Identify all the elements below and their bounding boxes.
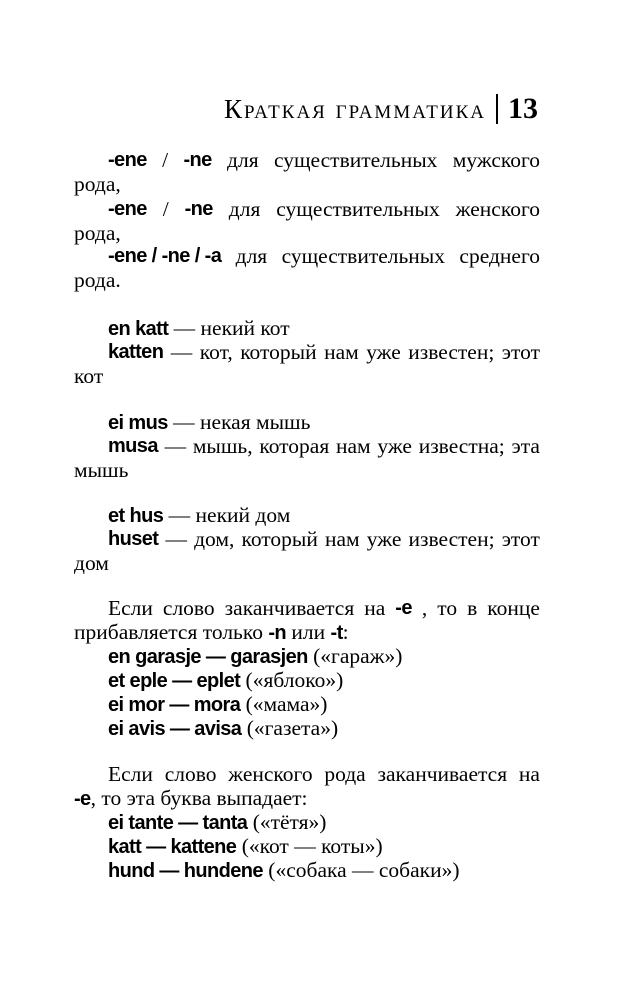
text-run: — некая мышь (167, 410, 311, 434)
text-run: который (240, 340, 317, 364)
text-line (108, 668, 540, 693)
text-line (74, 551, 540, 575)
text-line (108, 834, 540, 859)
text-run: которая (259, 434, 330, 458)
bold-term: -ene / -ne / -a (108, 245, 222, 267)
text-run: — некий дом (163, 503, 291, 527)
text-run: , (421, 596, 428, 620)
bold-term: -e (74, 788, 91, 810)
text-run: , то эта буква выпадает: (90, 786, 308, 810)
text-run: заканчивается (377, 762, 508, 786)
text-line (74, 364, 540, 388)
text-run: слово (164, 762, 217, 786)
text-run: рода, (74, 172, 121, 196)
text-line (108, 810, 540, 835)
text-run: — (164, 434, 187, 458)
bold-term: musa (108, 435, 158, 457)
text-line (108, 434, 540, 458)
text-line (108, 644, 540, 669)
text-line (108, 692, 540, 717)
text-run: рода, (74, 221, 121, 245)
text-line (108, 148, 540, 172)
text-run: мышь (74, 458, 129, 482)
text-run: существительных (273, 148, 438, 172)
text-run: («гараж») (307, 644, 403, 668)
header-title: Краткая грамматика (223, 93, 486, 124)
bold-term: et hus (108, 505, 164, 527)
header-separator (496, 94, 498, 124)
bold-term: ei avis — avisa (108, 718, 242, 740)
text-line (108, 596, 540, 620)
text-run: эта (511, 434, 540, 458)
text-run: («яблоко») (240, 668, 344, 692)
text-line (108, 340, 540, 364)
bold-term: -t (330, 622, 343, 644)
text-run: то (437, 596, 458, 620)
text-run: существительных (276, 197, 440, 221)
text-line (74, 786, 540, 811)
bold-term: et eple — eplet (108, 670, 241, 692)
text-run: («тётя») (247, 810, 327, 834)
text-run: этот (501, 340, 540, 364)
text-run: — (170, 340, 193, 364)
text-line (108, 858, 540, 883)
text-run: («кот — коты») (236, 834, 383, 858)
text-line (108, 527, 540, 551)
text-run: нам (325, 527, 360, 551)
text-run: кот, (199, 340, 233, 364)
text-line (108, 316, 540, 341)
text-run: («собака — собаки») (262, 858, 460, 882)
text-run: известен; (408, 340, 495, 364)
text-run: дом, (194, 527, 235, 551)
text-run: женского (455, 197, 540, 221)
text-run: уже (366, 527, 402, 551)
text-line (74, 458, 540, 482)
text-run: для (228, 197, 261, 221)
bold-term: -ene (108, 149, 147, 171)
text-run: мужского (452, 148, 540, 172)
text-run: дом (74, 551, 109, 575)
text-run: в (467, 596, 478, 620)
bold-term: en katt (108, 318, 169, 340)
text-line (108, 410, 540, 435)
bold-term: hund — hundene (108, 860, 263, 882)
bold-term: ei mor — mora (108, 694, 241, 716)
text-run: нам (335, 434, 371, 458)
text-run: среднего (459, 244, 540, 268)
text-run: — некий кот (168, 316, 290, 340)
bold-term: en garasje — garasjen (108, 646, 308, 668)
text-run: Если (108, 596, 153, 620)
bold-term: -ne (183, 149, 212, 171)
bold-term: -e (395, 597, 412, 619)
text-run: — (165, 527, 187, 551)
text-run: : (342, 620, 349, 644)
text-run: нам (324, 340, 359, 364)
text-run: известен; (408, 527, 495, 551)
text-run: рода. (74, 268, 121, 292)
text-run: для (235, 244, 268, 268)
text-run: («мама») (240, 692, 328, 716)
bold-term: ei tante — tanta (108, 812, 248, 834)
text-line (74, 268, 540, 292)
text-run: Если (108, 762, 153, 786)
text-line (108, 716, 540, 741)
bold-term: -ne (184, 198, 213, 220)
bold-term: katt — kattene (108, 836, 237, 858)
bold-term: huset (108, 528, 159, 550)
text-run: или (286, 620, 331, 644)
text-run: слово (162, 596, 215, 620)
text-run: который (241, 527, 318, 551)
text-run: уже (377, 434, 412, 458)
text-run: рода (324, 762, 366, 786)
text-run: известна; (418, 434, 505, 458)
text-line (108, 762, 540, 786)
bold-term: -n (268, 622, 287, 644)
text-run: мышь, (192, 434, 253, 458)
text-run: на (364, 596, 386, 620)
text-run: для (227, 148, 259, 172)
bold-term: katten (108, 341, 164, 363)
text-run: заканчивается (224, 596, 355, 620)
bold-term: -ene (108, 198, 147, 220)
text-line (108, 503, 540, 528)
text-run: («газета») (241, 716, 339, 740)
text-line (108, 197, 540, 221)
text-line (74, 172, 540, 196)
text-run: уже (366, 340, 401, 364)
running-header (224, 94, 538, 124)
bold-term: ei mus (108, 412, 168, 434)
text-run: женского (228, 762, 313, 786)
text-run: на (518, 762, 540, 786)
text-line (74, 221, 540, 245)
text-run: существительных (281, 244, 446, 268)
text-run: / (162, 148, 169, 172)
text-run: прибавляется только (74, 620, 269, 644)
text-run: конце (487, 596, 540, 620)
text-run: кот (74, 364, 104, 388)
text-line (108, 244, 540, 268)
text-run: / (162, 197, 169, 221)
text-line (74, 620, 540, 645)
page-number: 13 (508, 92, 538, 125)
text-run: этот (501, 527, 540, 551)
